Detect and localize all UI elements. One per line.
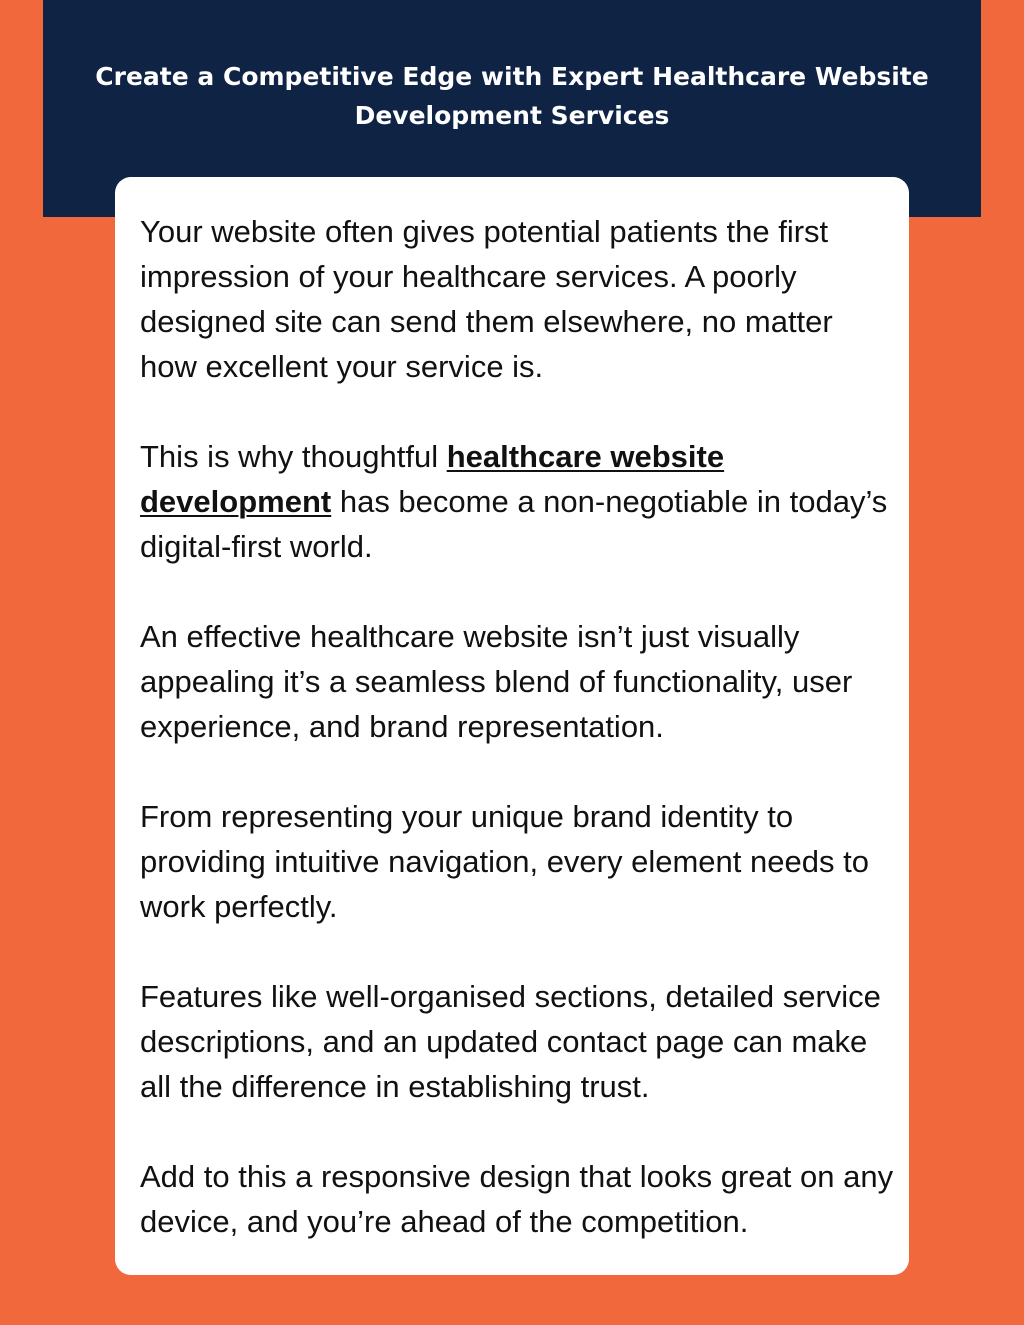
- paragraph-text-after-link: has become a non-negotiable in today’s digital-first world.: [140, 484, 888, 564]
- content-card: [115, 177, 909, 1275]
- card-body: [140, 209, 895, 1244]
- paragraph-features: Features like well-organised sections, detailed service descriptions, and an updated contact page can make all the difference in establishing trust.: [140, 979, 881, 1104]
- paragraph-effective-website: An effective healthcare website isn’t just visually appealing it’s a seamless blend of functionality, user experience, and brand representation.: [140, 619, 853, 744]
- paragraph-text-before-link: This is why thoughtful: [140, 439, 447, 474]
- paragraph-development-importance: [140, 434, 895, 569]
- page-title-line-2: Development Services: [354, 101, 670, 130]
- page-title: [43, 57, 981, 135]
- healthcare-website-development-link[interactable]: healthcare website development: [140, 439, 725, 519]
- paragraph-responsive-design: Add to this a responsive design that looks great on any device, and you’re ahead of the competition.: [140, 1159, 894, 1239]
- page-title-line-1: Create a Competitive Edge with Expert Healthcare Website: [95, 62, 929, 91]
- paragraph-first-impression: Your website often gives potential patients the first impression of your healthcare services. A poorly designed site can send them elsewhere, no matter how excellent your service is.: [140, 214, 833, 384]
- paragraph-brand-identity: From representing your unique brand identity to providing intuitive navigation, every element needs to work perfectly.: [140, 799, 869, 924]
